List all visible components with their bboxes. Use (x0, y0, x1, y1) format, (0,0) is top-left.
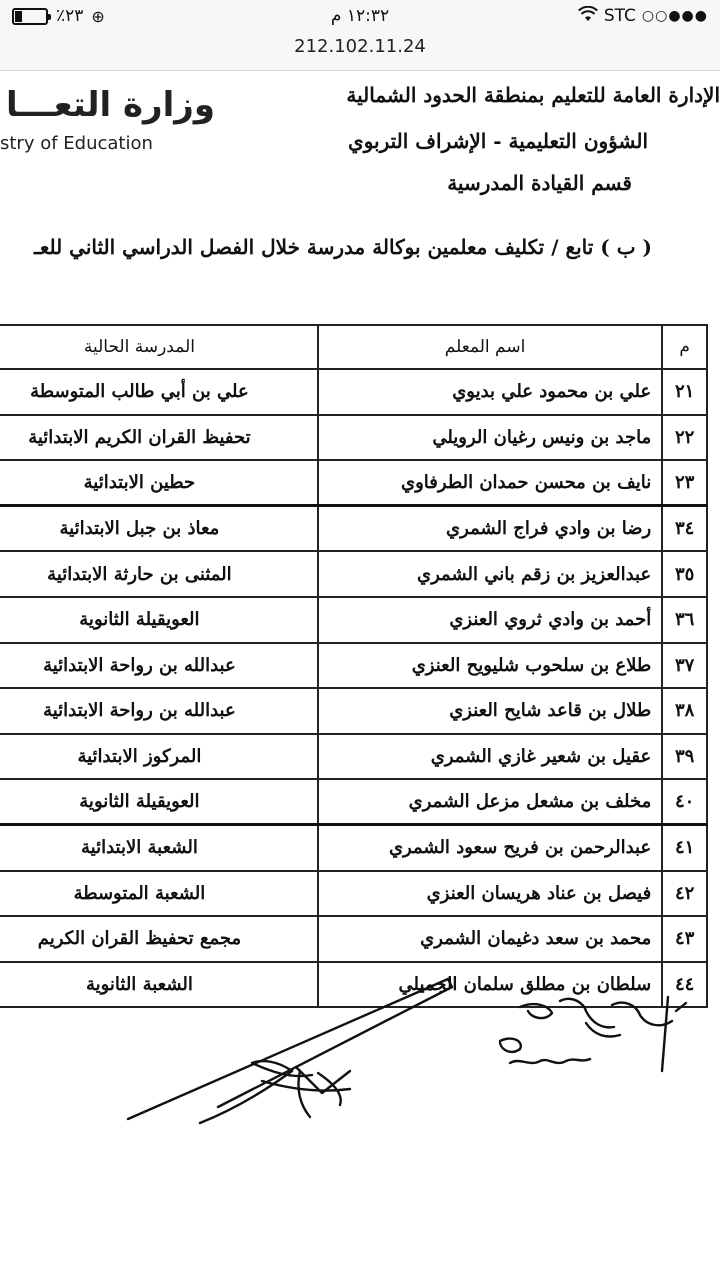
school-name: الشعبة المتوسطة (0, 871, 318, 917)
row-num: ٣٥ (662, 551, 707, 597)
school-name: معاذ بن جبل الابتدائية (0, 506, 318, 552)
school-name: مجمع تحفيظ القران الكريم (0, 916, 318, 962)
carrier-name: STC (603, 6, 636, 26)
school-name: العويقيلة الثانوية (0, 597, 318, 643)
school-name: الشعبة الثانوية (0, 962, 318, 1008)
teacher-name: نايف بن محسن حمدان الطرفاوي (318, 460, 662, 506)
ministry-logo-english: stry of Education (0, 133, 153, 154)
row-num: ٣٨ (662, 688, 707, 734)
handwritten-initials (500, 997, 686, 1071)
header-num: م (662, 325, 707, 369)
school-name: المثنى بن حارثة الابتدائية (0, 551, 318, 597)
document-image (0, 71, 720, 1280)
teacher-name: علي بن محمود علي بديوي (318, 369, 662, 415)
teacher-name: فيصل بن عناد هريسان العنزي (318, 871, 662, 917)
wifi-icon (578, 6, 598, 26)
school-name: علي بن أبي طالب المتوسطة (0, 369, 318, 415)
school-name: العويقيلة الثانوية (0, 779, 318, 825)
row-num: ٤٣ (662, 916, 707, 962)
status-bar (0, 0, 720, 36)
row-num: ٣٧ (662, 643, 707, 689)
row-num: ٣٦ (662, 597, 707, 643)
row-num: ٤١ (662, 825, 707, 871)
battery-percent: ٪٢٣ (56, 6, 84, 26)
status-time: ١٢:٣٢ م (330, 6, 390, 26)
header-school: المدرسة الحالية (0, 325, 318, 369)
header-line-1: الإدارة العامة للتعليم بمنطقة الحدود الشمالية (346, 83, 720, 107)
school-name: عبدالله بن رواحة الابتدائية (0, 643, 318, 689)
address-bar[interactable] (0, 36, 720, 70)
school-name: الشعبة الابتدائية (0, 825, 318, 871)
row-num: ٢٢ (662, 415, 707, 461)
row-num: ٤٠ (662, 779, 707, 825)
rotation-lock-icon: ⊕ (91, 6, 105, 26)
header-line-2: الشؤون التعليمية - الإشراف التربوي (348, 129, 648, 153)
teacher-name: أحمد بن وادي ثروي العنزي (318, 597, 662, 643)
school-name: عبدالله بن رواحة الابتدائية (0, 688, 318, 734)
teacher-name: سلطان بن مطلق سلمان الجميلي (318, 962, 662, 1008)
school-name: حطين الابتدائية (0, 460, 318, 506)
row-num: ٣٩ (662, 734, 707, 780)
signal-strength-icon: ○○●●● (641, 8, 708, 24)
handwritten-signature (0, 71, 720, 1280)
school-name: المركوز الابتدائية (0, 734, 318, 780)
header-line-3: قسم القيادة المدرسية (447, 171, 632, 195)
header-name: اسم المعلم (318, 325, 662, 369)
status-right (578, 6, 708, 26)
teacher-name: مخلف بن مشعل مزعل الشمري (318, 779, 662, 825)
document-title: ( ب ) تابع / تكليف معلمين بوكالة مدرسة خلال الفصل الدراسي الثاني للعـ (33, 235, 652, 259)
teacher-name: عبدالعزيز بن زقم باني الشمري (318, 551, 662, 597)
row-num: ٢٣ (662, 460, 707, 506)
url-text: 212.102.11.24 (294, 36, 426, 57)
teacher-name: رضا بن وادي فراج الشمري (318, 506, 662, 552)
teacher-name: طلال بن قاعد شايح العنزي (318, 688, 662, 734)
teacher-name: ماجد بن ونيس رغيان الرويلي (318, 415, 662, 461)
row-num: ٣٤ (662, 506, 707, 552)
teacher-name: عقيل بن شعير غازي الشمري (318, 734, 662, 780)
teacher-name: طلاع بن سلحوب شليويح العنزي (318, 643, 662, 689)
row-num: ٤٢ (662, 871, 707, 917)
ministry-logo-arabic: وزارة التعـــا (6, 85, 215, 125)
school-name: تحفيظ القران الكريم الابتدائية (0, 415, 318, 461)
row-num: ٢١ (662, 369, 707, 415)
row-num: ٤٤ (662, 962, 707, 1008)
teacher-name: محمد بن سعد دغيمان الشمري (318, 916, 662, 962)
teacher-name: عبدالرحمن بن فريح سعود الشمري (318, 825, 662, 871)
